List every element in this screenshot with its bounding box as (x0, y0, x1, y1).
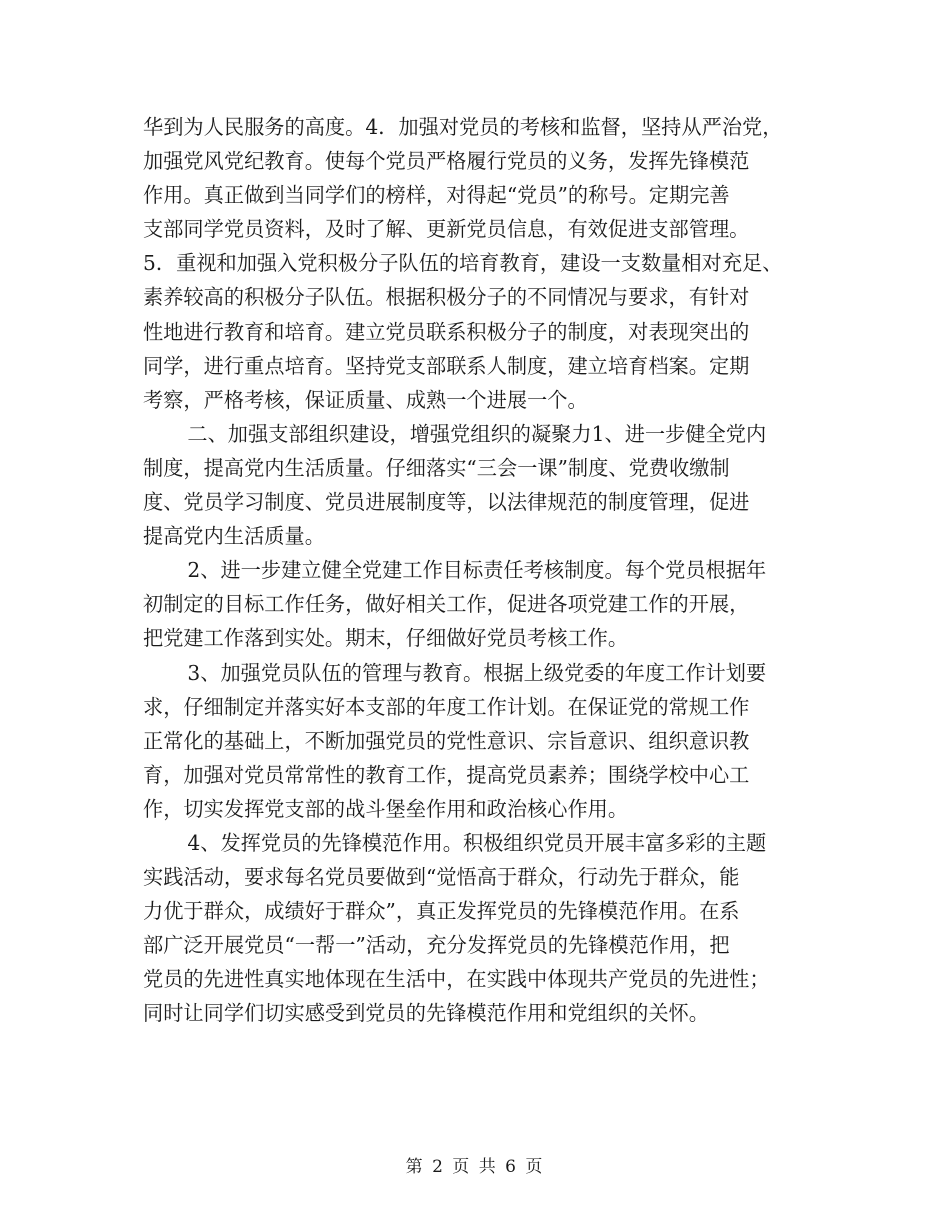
text-line: 初制定的目标工作任务，做好相关工作，促进各项党建工作的开展， (143, 592, 750, 617)
text-line: 部广泛开展党员“一帮一”活动，充分发挥党员的先锋模范作用，把 (143, 933, 730, 958)
text-line: 素养较高的积极分子队伍。根据积极分子的不同情况与要求，有针对 (143, 285, 750, 310)
text-line: 把党建工作落到实处。期末，仔细做好党员考核工作。 (143, 626, 629, 651)
text-line: 同时让同学们切实感受到党员的先锋模范作用和党组织的关怀。 (143, 1001, 709, 1026)
text-line: 性地进行教育和培育。建立党员联系积极分子的制度，对表现突出的 (143, 319, 750, 344)
text-line: 度、党员学习制度、党员进展制度等，以法律规范的制度管理，促进 (143, 490, 750, 515)
text-line: 3、加强党员队伍的管理与教育。根据上级党委的年度工作计划要 (187, 660, 767, 685)
text-line: 二、加强支部组织建设，增强党组织的凝聚力1、进一步健全党内 (187, 421, 767, 446)
page-footer: 第 2 页 共 6 页 (405, 1157, 545, 1177)
text-line: 正常化的基础上，不断加强党员的党性意识、宗旨意识、组织意识教 (143, 728, 750, 753)
text-line: 同学，进行重点培育。坚持党支部联系人制度，建立培育档案。定期 (143, 353, 750, 378)
text-line: 加强党风党纪教育。使每个党员严格履行党员的义务，发挥先锋模范 (143, 149, 750, 174)
body-text (143, 110, 843, 1031)
text-line: 支部同学党员资料，及时了解、更新党员信息，有效促进支部管理。 (143, 217, 750, 242)
text-line: 考察，严格考核，保证质量、成熟一个进展一个。 (143, 387, 588, 412)
text-line: 华到为人民服务的高度。4．加强对党员的考核和监督，坚持从严治党， (143, 115, 783, 139)
text-line: 党员的先进性真实地体现在生活中，在实践中体现共产党员的先进性； (143, 967, 770, 992)
text-line: 力优于群众，成绩好于群众”，真正发挥党员的先锋模范作用。在系 (143, 899, 740, 924)
text-line: 育，加强对党员常常性的教育工作，提高党员素养；围绕学校中心工 (143, 762, 750, 787)
text-line: 求，仔细制定并落实好本支部的年度工作计划。在保证党的常规工作 (143, 694, 750, 719)
text-line: 实践活动，要求每名党员要做到“觉悟高于群众，行动先于群众，能 (143, 865, 740, 890)
text-line: 4、发挥党员的先锋模范作用。积极组织党员开展丰富多彩的主题 (187, 830, 767, 855)
text-line: 制度，提高党内生活质量。仔细落实“三会一课”制度、党费收缴制 (143, 455, 730, 480)
text-line: 5．重视和加强入党积极分子队伍的培育教育，建设一支数量相对充足、 (143, 251, 783, 276)
text-line: 提高党内生活质量。 (143, 524, 325, 549)
text-line: 作用。真正做到当同学们的榜样，对得起“党员”的称号。定期完善 (143, 183, 730, 208)
text-line: 2、进一步建立健全党建工作目标责任考核制度。每个党员根据年 (187, 558, 767, 583)
text-line: 作，切实发挥党支部的战斗堡垒作用和政治核心作用。 (143, 796, 629, 821)
